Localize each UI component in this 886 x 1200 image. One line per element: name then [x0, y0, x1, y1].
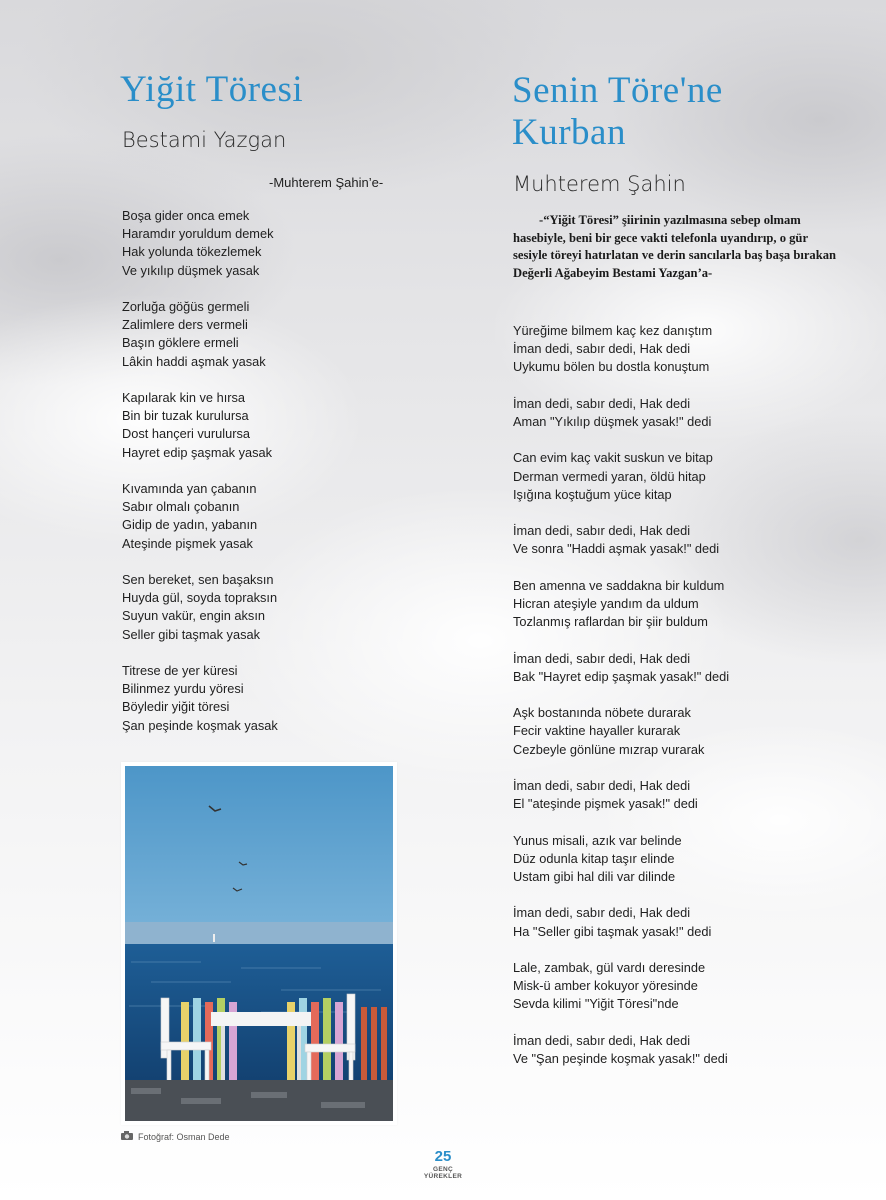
poem-line: El "ateşinde pişmek yasak!" dedi [513, 796, 698, 812]
poem-line: Ateşinde pişmek yasak [122, 535, 253, 551]
poem-line: Gidip de yadın, yabanın [122, 517, 258, 533]
poem-line: Sabır olmalı çobanın [122, 499, 240, 515]
poem-line: Zalimlere ders vermeli [122, 317, 248, 333]
poem-stanza [513, 650, 729, 686]
poem-stanza [122, 298, 278, 371]
poem-stanza [513, 522, 729, 558]
camera-icon [121, 1131, 133, 1142]
poem-stanza [513, 449, 729, 504]
poem-line: İman dedi, sabır dedi, Hak dedi [513, 650, 691, 666]
poem-line: Hicran ateşiyle yandım da uldum [513, 595, 699, 611]
poem-line: Tozlanmış raflardan bir şiir buldum [513, 614, 708, 630]
poem-line: Bak "Hayret edip şaşmak yasak!" dedi [513, 668, 730, 684]
poem-line: Haramdır yoruldum demek [122, 226, 274, 242]
poem-line: Uykumu bölen bu dostla konuştum [513, 359, 710, 375]
poem-line: Misk-ü amber kokuyor yöresinde [513, 978, 698, 994]
poem-stanza [513, 777, 729, 813]
poem-line: Başın göklere ermeli [122, 335, 239, 351]
poem-line: İman dedi, sabır dedi, Hak dedi [513, 341, 691, 357]
poem-line: Düz odunla kitap taşır elinde [513, 850, 675, 866]
poem-line: Sevda kilimi "Yiğit Töresi"nde [513, 996, 679, 1012]
poem-line: Sen bereket, sen başaksın [122, 572, 274, 587]
poem-stanza [122, 662, 278, 735]
poem-line: Böyledir yiğit töresi [122, 699, 230, 715]
poem-line: Lâkin haddi aşmak yasak [122, 353, 266, 369]
poem-line: İman dedi, sabır dedi, Hak dedi [513, 777, 691, 793]
right-poem-title-line2: Kurban [512, 112, 626, 153]
seaside-photo-image [121, 762, 397, 1125]
poem-line: Bilinmez yurdu yöresi [122, 681, 244, 697]
poem-stanza [513, 395, 729, 431]
left-poem-body [122, 207, 278, 753]
poem-line: Cezbeyle gönlüne mızrap vurarak [513, 741, 705, 757]
poem-line: Zorluğa göğüs germeli [122, 299, 250, 314]
poem-stanza [122, 571, 278, 644]
left-poem-author: Bestami Yazgan [122, 128, 287, 152]
poem-line: İman dedi, sabır dedi, Hak dedi [513, 523, 691, 539]
poem-line: Yüreğime bilmem kaç kez danıştım [513, 323, 713, 338]
poem-line: Ha "Seller gibi taşmak yasak!" dedi [513, 923, 712, 939]
poem-stanza [513, 322, 729, 377]
poem-line: Hayret edip şaşmak yasak [122, 444, 273, 460]
poem-stanza [122, 389, 278, 462]
left-poem-dedication: -Muhterem Şahin’e- [269, 175, 384, 190]
poem-line: Derman vermedi yaran, öldü hitap [513, 468, 706, 484]
poem-line: Dost hançeri vurulursa [122, 426, 251, 442]
poem-line: Fecir vaktine hayaller kurarak [513, 723, 681, 739]
poem-line: İman dedi, sabır dedi, Hak dedi [513, 395, 691, 411]
poem-stanza [513, 959, 729, 1014]
poem-line: Ustam gibi hal dili var dilinde [513, 868, 676, 884]
poem-line: Huyda gül, soyda topraksın [122, 590, 278, 606]
poem-stanza [122, 480, 278, 553]
poem-line: Kapılarak kin ve hırsa [122, 390, 246, 405]
magazine-logo [418, 1166, 468, 1180]
poem-line: Suyun vakür, engin aksın [122, 608, 265, 624]
left-poem-title: Yiğit Töresi [120, 69, 304, 110]
poem-line: Lale, zambak, gül vardı deresinde [513, 959, 706, 975]
poem-line: Aman "Yıkılıp düşmek yasak!" dedi [513, 414, 712, 429]
poem-line: Seller gibi taşmak yasak [122, 626, 260, 642]
poem-line: Şan peşinde koşmak yasak [122, 717, 278, 733]
poem-line: Bin bir tuzak kurulursa [122, 408, 249, 424]
poem-line: Kıvamında yan çabanın [122, 481, 257, 496]
poem-line: İman dedi, sabır dedi, Hak dedi [513, 905, 691, 921]
logo-line2: YÜREKLER [423, 1173, 463, 1180]
photo-caption [121, 1131, 230, 1142]
right-poem-title [512, 70, 723, 154]
seaside-photo [121, 762, 397, 1125]
poem-line: Yunus misali, azık var belinde [513, 832, 682, 848]
right-poem-author: Muhterem Şahin [513, 172, 686, 196]
poem-stanza [513, 1032, 729, 1068]
poem-line: Ve "Şan peşinde koşmak yasak!" dedi [513, 1050, 728, 1066]
poem-stanza [122, 207, 278, 280]
poem-line: Can evim kaç vakit suskun ve bitap [513, 450, 713, 466]
poem-stanza [513, 704, 729, 759]
poem-line: Ve yıkılıp düşmek yasak [122, 262, 260, 278]
poem-line: İman dedi, sabır dedi, Hak dedi [513, 1032, 691, 1048]
poem-line: Ve sonra "Haddi aşmak yasak!" dedi [513, 541, 720, 557]
poem-line: Hak yolunda tökezlemek [122, 244, 262, 260]
poem-line: Aşk bostanında nöbete durarak [513, 705, 691, 721]
logo-line1: GENÇ [433, 1166, 453, 1173]
poem-line: Ben amenna ve saddakna bir kuldum [513, 577, 725, 593]
poem-line: Boşa gider onca emek [122, 208, 250, 223]
poem-line: Titrese de yer küresi [122, 663, 238, 678]
page-number: 25 [434, 1148, 452, 1165]
right-poem-body [513, 322, 729, 1086]
poem-stanza [513, 577, 729, 632]
poem-stanza [513, 904, 729, 940]
photo-caption-text: Fotoğraf: Osman Dede [138, 1131, 230, 1142]
right-poem-intro: -“Yiğit Töresi” şiirinin yazılmasına sebep olmam hasebiyle, beni bir gece vakti telefonla uyandırıp, o gür sesiyle töreyi hatırlatan ve derin sancılarla baş başa bırakan Değerli Ağabeyim Bestami Yazgan’a- [513, 213, 837, 280]
poem-line: Işığına koştuğum yüce kitap [513, 486, 672, 502]
right-poem-title-line1: Senin Töre'ne [512, 70, 723, 111]
poem-stanza [513, 832, 729, 887]
